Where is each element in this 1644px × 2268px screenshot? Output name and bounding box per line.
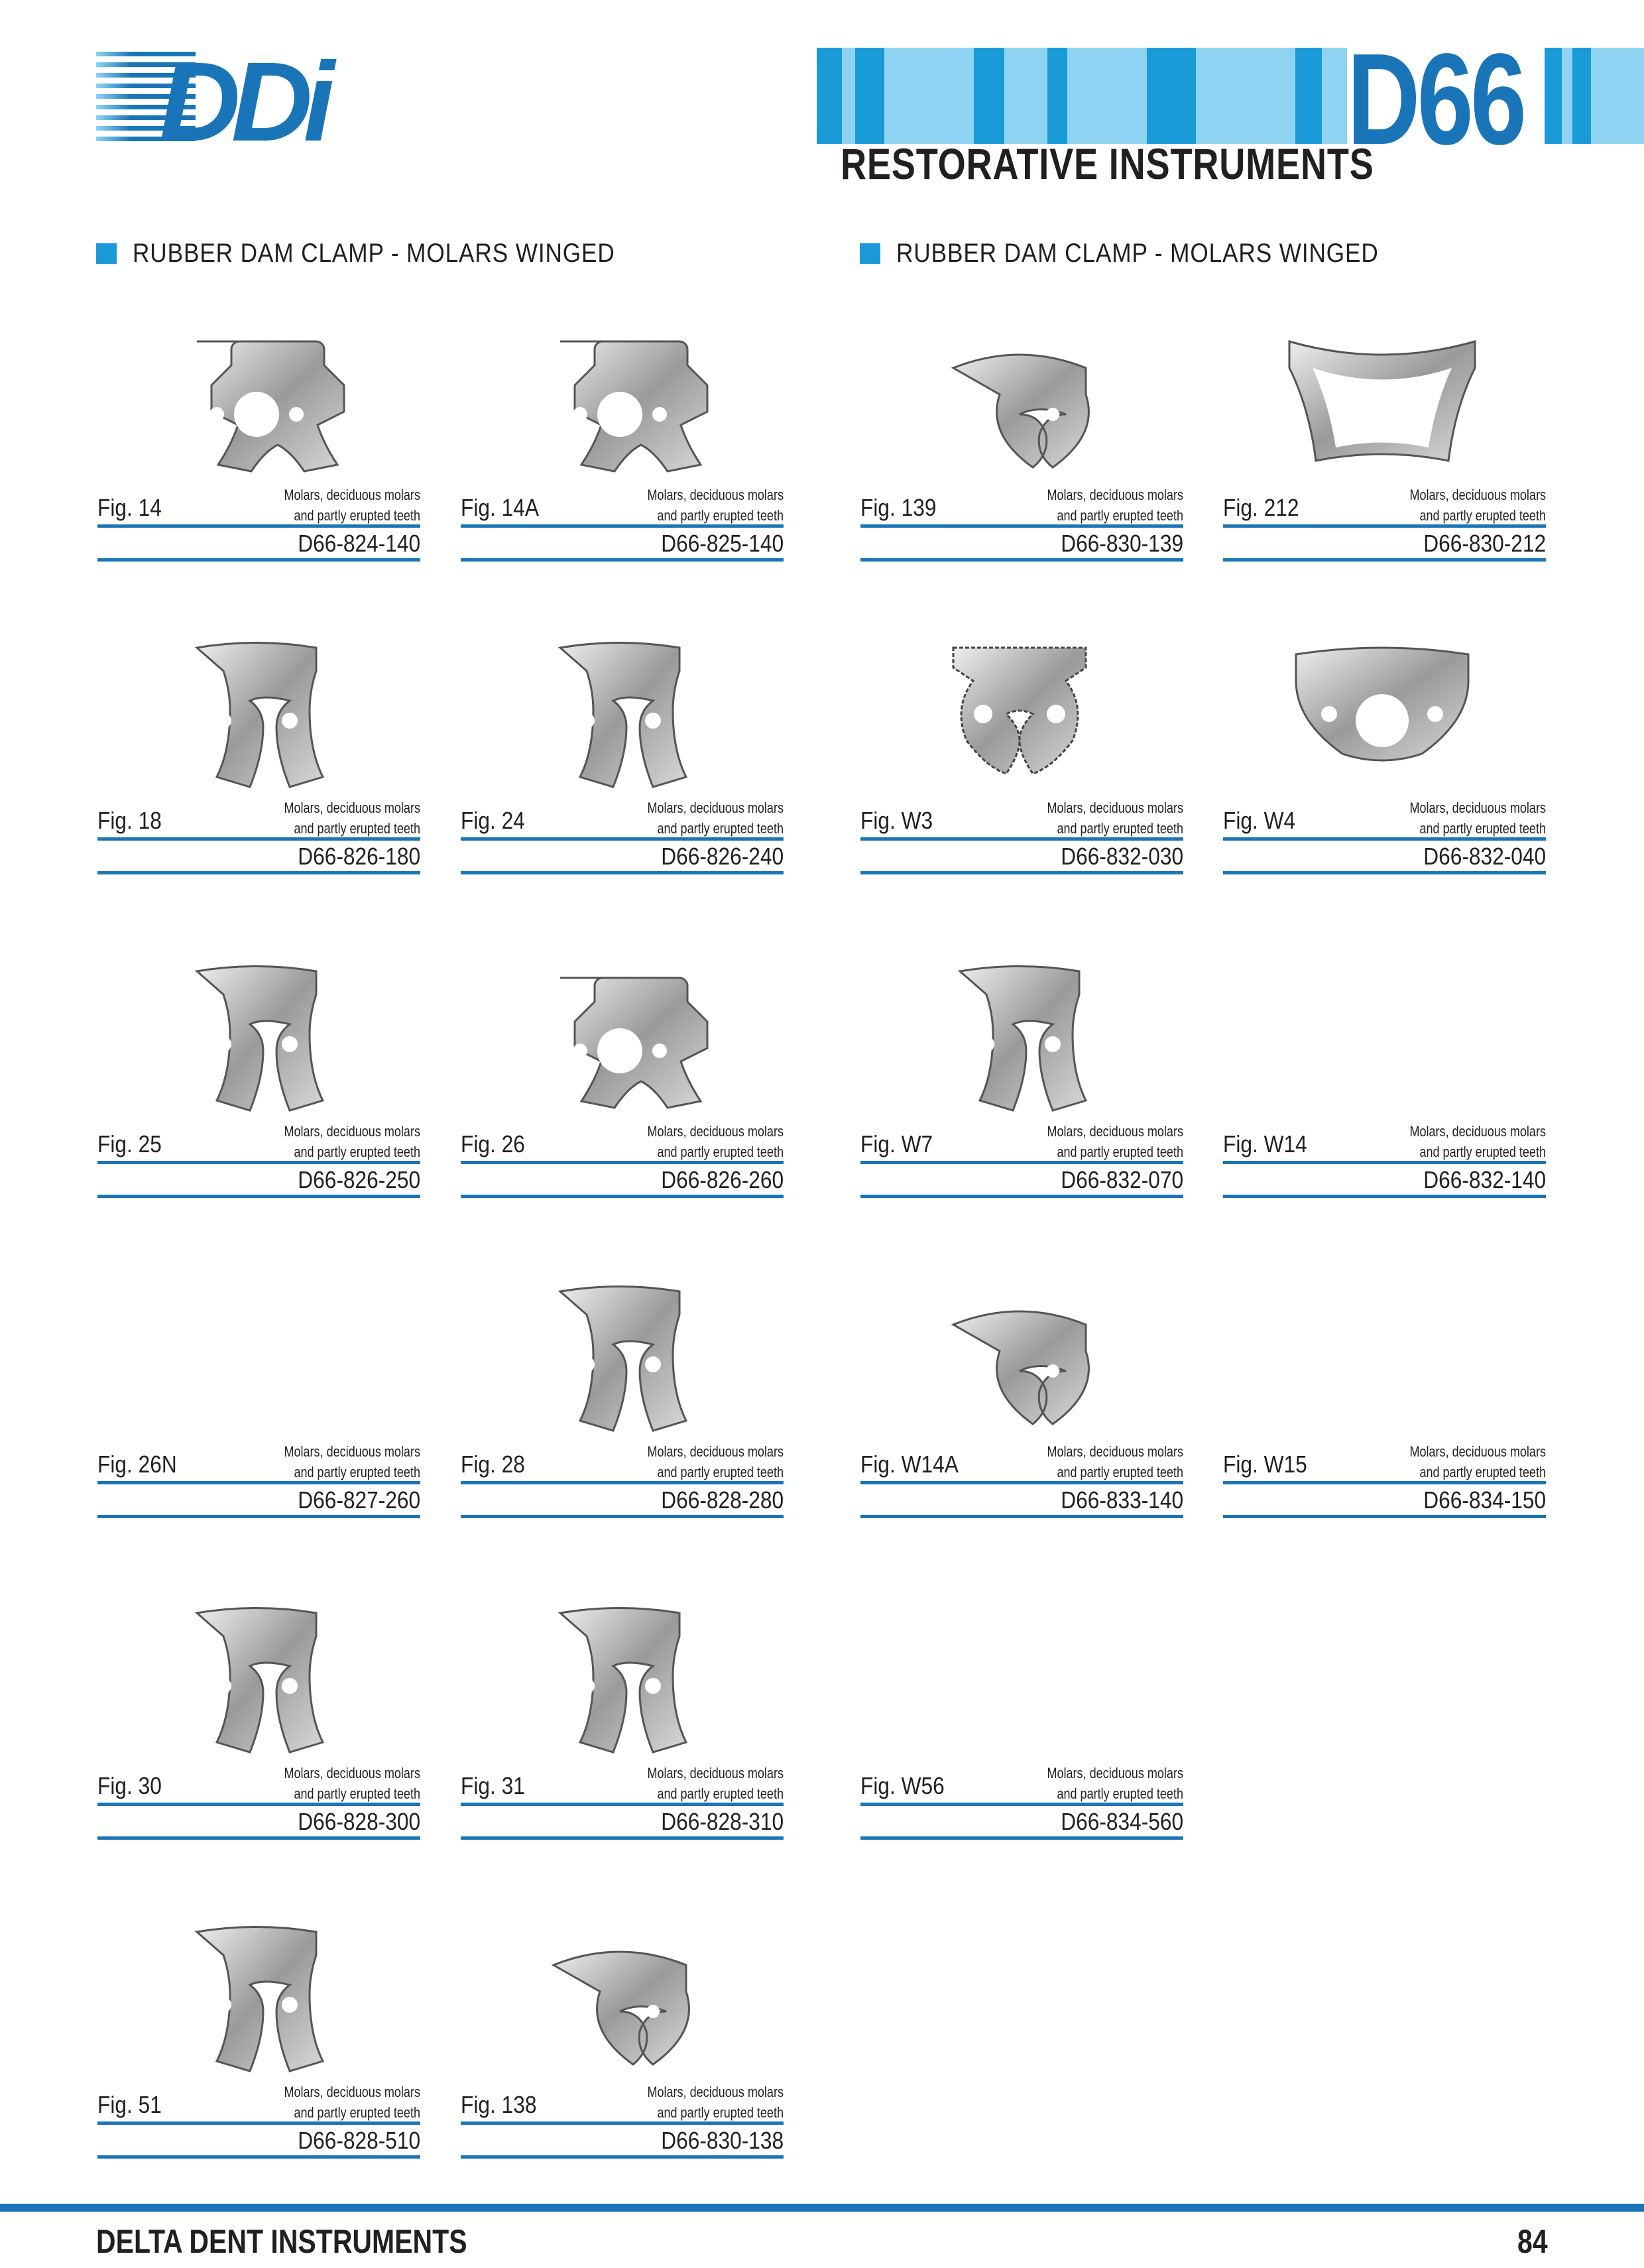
- description-line-1: Molars, deciduous molars: [284, 1443, 420, 1460]
- product-code: D66-832-030: [1061, 843, 1183, 870]
- product-description: [1020, 1763, 1183, 1804]
- description-line-2: and partly erupted teeth: [657, 507, 784, 524]
- product-description: [620, 798, 784, 839]
- ddi-logo: [96, 48, 348, 147]
- bullet-square-icon: [860, 243, 880, 264]
- winged-clamp-icon: [150, 302, 363, 501]
- section-title: RESTORATIVE INSTRUMENTS: [841, 139, 1374, 188]
- product-description: [620, 1763, 784, 1804]
- card-rule-bottom: [461, 871, 784, 874]
- figure-label: Fig. 24: [461, 807, 525, 834]
- card-rule-bottom: [860, 1515, 1183, 1518]
- product-card: [1223, 615, 1546, 926]
- figure-label: Fig. 138: [461, 2091, 537, 2118]
- product-code: D66-828-300: [298, 1808, 420, 1835]
- card-rule-top: [1223, 1161, 1546, 1164]
- product-description: [1383, 485, 1546, 526]
- description-line-2: and partly erupted teeth: [1057, 1144, 1183, 1160]
- figure-label: Fig. 51: [97, 2091, 162, 2118]
- product-code: D66-828-310: [661, 1808, 784, 1835]
- figure-label: Fig. W15: [1223, 1451, 1307, 1478]
- card-rule-bottom: [97, 1195, 420, 1198]
- product-card: [1223, 302, 1546, 613]
- figure-label: Fig. 30: [97, 1772, 162, 1799]
- product-code: D66-826-180: [298, 843, 420, 870]
- description-line-2: and partly erupted teeth: [657, 1144, 784, 1160]
- product-description: [620, 2082, 784, 2123]
- product-card: [860, 302, 1183, 613]
- figure-label: Fig. 14: [97, 494, 162, 521]
- product-description: [1020, 485, 1183, 526]
- product-card: [461, 938, 784, 1250]
- molar-clamp-icon: [150, 1899, 363, 2098]
- card-rule-top: [1223, 837, 1546, 841]
- product-code: D66-826-250: [298, 1166, 420, 1193]
- product-card: [860, 938, 1183, 1250]
- right-column-heading-text: RUBBER DAM CLAMP - MOLARS WINGED: [896, 239, 1379, 268]
- product-code: D66-830-139: [1061, 530, 1183, 557]
- product-card: [97, 302, 420, 613]
- figure-label: Fig. 31: [461, 1772, 525, 1799]
- product-code: D66-834-560: [1061, 1808, 1183, 1835]
- card-rule-top: [97, 1161, 420, 1164]
- molar-clamp-icon: [150, 1580, 363, 1779]
- product-description: [620, 1441, 784, 1482]
- footer-company: DELTA DENT INSTRUMENTS: [96, 2223, 467, 2260]
- product-code: D66-827-260: [298, 1486, 420, 1514]
- winged-clamp-icon: [514, 938, 726, 1137]
- card-rule-top: [860, 1803, 1183, 1806]
- product-description: [257, 798, 420, 839]
- card-rule-bottom: [461, 1836, 784, 1840]
- product-code: D66-830-138: [661, 2127, 784, 2154]
- product-description: [1383, 798, 1546, 839]
- card-rule-top: [860, 1161, 1183, 1164]
- product-code: D66-824-140: [298, 530, 420, 557]
- description-line-2: and partly erupted teeth: [1419, 1144, 1546, 1160]
- description-line-1: Molars, deciduous molars: [1409, 487, 1546, 503]
- card-rule-top: [97, 2121, 420, 2125]
- serrated-clamp-icon: [913, 615, 1126, 813]
- figure-label: Fig. 25: [97, 1130, 162, 1158]
- product-card: [860, 615, 1183, 926]
- figure-label: Fig. 26: [461, 1130, 525, 1158]
- card-rule-top: [461, 524, 784, 528]
- card-rule-bottom: [1223, 558, 1546, 562]
- molar-clamp-icon: [514, 1258, 726, 1457]
- product-description: [257, 1441, 420, 1482]
- product-description: [257, 2082, 420, 2123]
- card-rule-top: [860, 1481, 1183, 1484]
- description-line-1: Molars, deciduous molars: [647, 1123, 784, 1140]
- figure-label: Fig. W3: [860, 807, 933, 834]
- card-rule-top: [461, 1161, 784, 1164]
- description-line-2: and partly erupted teeth: [1057, 507, 1183, 524]
- card-rule-top: [860, 524, 1183, 528]
- card-rule-top: [1223, 524, 1546, 528]
- round-clamp-icon: [913, 302, 1126, 501]
- right-column-heading: [860, 239, 1444, 269]
- description-line-2: and partly erupted teeth: [1419, 1464, 1546, 1480]
- product-code: D66-826-240: [661, 843, 784, 870]
- description-line-1: Molars, deciduous molars: [1409, 800, 1546, 816]
- product-code: D66-832-070: [1061, 1166, 1183, 1193]
- description-line-2: and partly erupted teeth: [1057, 820, 1183, 837]
- product-description: [1383, 1441, 1546, 1482]
- description-line-1: Molars, deciduous molars: [1047, 800, 1183, 816]
- figure-label: Fig. 14A: [461, 494, 539, 521]
- product-card: [97, 938, 420, 1250]
- molar-clamp-icon: [150, 938, 363, 1137]
- product-code: D66-826-260: [661, 1166, 784, 1193]
- description-line-2: and partly erupted teeth: [1057, 1464, 1183, 1480]
- card-rule-top: [461, 1481, 784, 1484]
- description-line-1: Molars, deciduous molars: [284, 2084, 420, 2100]
- round-clamp-icon: [913, 1258, 1126, 1457]
- catalog-code: D66: [1347, 27, 1524, 172]
- card-rule-bottom: [461, 1195, 784, 1198]
- figure-label: Fig. W4: [1223, 807, 1296, 834]
- description-line-2: and partly erupted teeth: [1419, 820, 1546, 837]
- description-line-1: Molars, deciduous molars: [647, 2084, 784, 2100]
- product-code: D66-828-280: [661, 1486, 784, 1514]
- molar-clamp-icon: [913, 938, 1126, 1137]
- card-rule-bottom: [860, 558, 1183, 562]
- butterfly-clamp-icon: [1276, 302, 1488, 501]
- figure-label: Fig. W56: [860, 1772, 945, 1799]
- product-description: [1020, 1121, 1183, 1162]
- card-rule-top: [1223, 1481, 1546, 1484]
- product-card: [461, 1258, 784, 1570]
- product-description: [257, 1763, 420, 1804]
- product-code: D66-828-510: [298, 2127, 420, 2154]
- figure-label: Fig. 139: [860, 494, 937, 521]
- description-line-2: and partly erupted teeth: [657, 1464, 784, 1480]
- footer-divider: [0, 2204, 1644, 2212]
- wide-clamp-icon: [1276, 615, 1488, 813]
- winged-clamp-icon: [514, 302, 726, 501]
- product-card: [97, 1258, 420, 1570]
- product-description: [257, 485, 420, 526]
- description-line-2: and partly erupted teeth: [294, 507, 420, 524]
- product-code: D66-832-140: [1423, 1166, 1546, 1193]
- description-line-1: Molars, deciduous molars: [1047, 1765, 1183, 1781]
- round-clamp-icon: [514, 1899, 726, 2098]
- card-rule-bottom: [1223, 1195, 1546, 1198]
- figure-label: Fig. W14A: [860, 1451, 959, 1478]
- left-column-heading: [96, 239, 681, 269]
- figure-label: Fig. W7: [860, 1130, 933, 1158]
- card-rule-top: [97, 1481, 420, 1484]
- product-card: [97, 1580, 420, 1891]
- description-line-1: Molars, deciduous molars: [284, 800, 420, 816]
- product-card: [97, 615, 420, 926]
- card-rule-bottom: [461, 1515, 784, 1518]
- card-rule-bottom: [97, 2155, 420, 2159]
- product-card: [461, 302, 784, 613]
- description-line-1: Molars, deciduous molars: [1409, 1123, 1546, 1140]
- product-code: D66-832-040: [1423, 843, 1546, 870]
- svg-text:DDi: DDi: [159, 48, 325, 147]
- page-number: 84: [1517, 2223, 1548, 2260]
- description-line-1: Molars, deciduous molars: [1409, 1443, 1546, 1460]
- card-rule-bottom: [97, 1515, 420, 1518]
- figure-label: Fig. 28: [461, 1451, 525, 1478]
- description-line-1: Molars, deciduous molars: [647, 1765, 784, 1781]
- description-line-2: and partly erupted teeth: [657, 1785, 784, 1802]
- product-card: [1223, 938, 1546, 1250]
- description-line-1: Molars, deciduous molars: [284, 1765, 420, 1781]
- product-card: [461, 1580, 784, 1891]
- product-code: D66-825-140: [661, 530, 784, 557]
- molar-clamp-icon: [150, 615, 363, 813]
- description-line-1: Molars, deciduous molars: [647, 1443, 784, 1460]
- description-line-1: Molars, deciduous molars: [647, 800, 784, 816]
- product-card: [860, 1580, 1183, 1891]
- description-line-2: and partly erupted teeth: [1419, 507, 1546, 524]
- figure-label: Fig. W14: [1223, 1130, 1307, 1158]
- description-line-2: and partly erupted teeth: [657, 2104, 784, 2121]
- product-code: D66-830-212: [1423, 530, 1546, 557]
- description-line-2: and partly erupted teeth: [294, 1785, 420, 1802]
- product-description: [1383, 1121, 1546, 1162]
- description-line-2: and partly erupted teeth: [294, 1144, 420, 1160]
- bullet-square-icon: [96, 243, 117, 264]
- card-rule-top: [97, 524, 420, 528]
- card-rule-bottom: [860, 871, 1183, 874]
- card-rule-top: [860, 837, 1183, 841]
- product-card: [461, 615, 784, 926]
- description-line-2: and partly erupted teeth: [294, 820, 420, 837]
- product-description: [1020, 1441, 1183, 1482]
- molar-clamp-icon: [514, 615, 726, 813]
- card-rule-top: [461, 837, 784, 841]
- description-line-1: Molars, deciduous molars: [1047, 1123, 1183, 1140]
- card-rule-top: [461, 1803, 784, 1806]
- product-card: [97, 1899, 420, 2210]
- description-line-2: and partly erupted teeth: [294, 1464, 420, 1480]
- figure-label: Fig. 18: [97, 807, 162, 834]
- description-line-1: Molars, deciduous molars: [284, 1123, 420, 1140]
- molar-clamp-icon: [514, 1580, 726, 1779]
- product-description: [257, 1121, 420, 1162]
- description-line-2: and partly erupted teeth: [1057, 1785, 1183, 1802]
- card-rule-top: [97, 837, 420, 841]
- description-line-2: and partly erupted teeth: [657, 820, 784, 837]
- description-line-1: Molars, deciduous molars: [647, 487, 784, 503]
- card-rule-top: [461, 2121, 784, 2125]
- card-rule-bottom: [461, 558, 784, 562]
- figure-label: Fig. 26N: [97, 1451, 177, 1478]
- card-rule-bottom: [860, 1195, 1183, 1198]
- product-description: [620, 1121, 784, 1162]
- figure-label: Fig. 212: [1223, 494, 1299, 521]
- product-card: [461, 1899, 784, 2210]
- description-line-1: Molars, deciduous molars: [1047, 1443, 1183, 1460]
- product-card: [860, 1258, 1183, 1570]
- description-line-2: and partly erupted teeth: [294, 2104, 420, 2121]
- product-code: D66-834-150: [1423, 1486, 1546, 1514]
- description-line-1: Molars, deciduous molars: [284, 487, 420, 503]
- card-rule-top: [97, 1803, 420, 1806]
- description-line-1: Molars, deciduous molars: [1047, 487, 1183, 503]
- card-rule-bottom: [97, 871, 420, 874]
- product-description: [1020, 798, 1183, 839]
- card-rule-bottom: [97, 558, 420, 562]
- card-rule-bottom: [860, 1836, 1183, 1840]
- card-rule-bottom: [1223, 871, 1546, 874]
- card-rule-bottom: [1223, 1515, 1546, 1518]
- card-rule-bottom: [97, 1836, 420, 1840]
- card-rule-bottom: [461, 2155, 784, 2159]
- product-code: D66-833-140: [1061, 1486, 1183, 1514]
- left-column-heading-text: RUBBER DAM CLAMP - MOLARS WINGED: [133, 239, 615, 268]
- product-card: [1223, 1258, 1546, 1570]
- product-description: [620, 485, 784, 526]
